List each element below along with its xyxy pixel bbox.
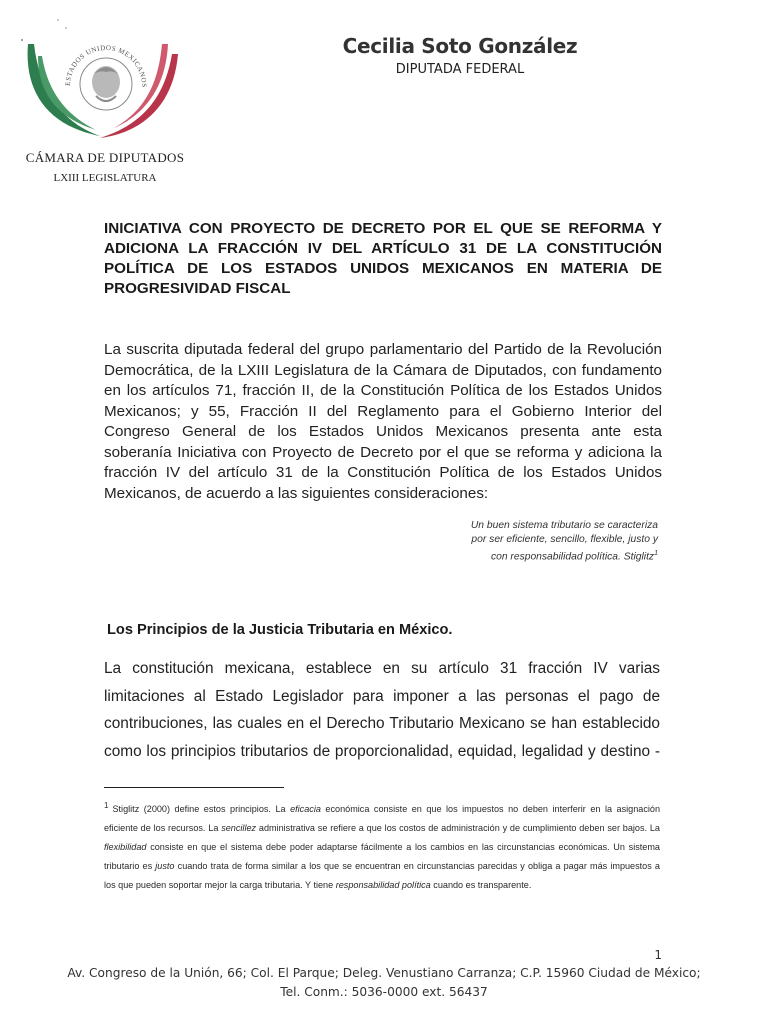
address-line: Av. Congreso de la Unión, 66; Col. El Parque; Deleg. Venustiano Carranza; C.P. 15960 Ciudad de México;: [67, 966, 701, 980]
epigraph-line: [420, 547, 658, 564]
document-title: INICIATIVA CON PROYECTO DE DECRETO POR EL QUE SE REFORMA Y ADICIONA LA FRACCIÓN IV DEL ARTÍCULO 31 DE LA CONSTITUCIÓN POLÍTICA DE LOS ESTADOS UNIDOS MEXICANOS EN MATERIA DE PROGRESIVIDAD FISCAL: [104, 220, 662, 297]
section-heading: Los Principios de la Justicia Tributaria en México.: [107, 622, 453, 638]
chamber-seal-logo: [18, 14, 178, 154]
seal-text: ESTADOS UNIDOS MEXICANOS: [63, 43, 149, 88]
footnote-emphasis: eficacia: [290, 804, 321, 815]
intro-paragraph: La suscrita diputada federal del grupo parlamentario del Partido de la Revolución Democrática, de la LXIII Legislatura de la Cámara de Diputados, con fundamento en los artículos 71, fracción II, de la Constitución Política de los Estados Unidos Mexicanos; y 55, Fracción II del Reglamento para el Gobierno Interior del Congreso General de los Estados Unidos Mexicanos presenta ante esta soberanía Iniciativa con Proyecto de Decreto por el que se reforma y adiciona la fracción IV del artículo 31 de la Constitución Política de los Estados Unidos Mexicanos, de acuerdo a las siguientes consideraciones:: [104, 341, 662, 502]
footnote-emphasis: flexibilidad: [104, 842, 147, 853]
footnote-divider: [104, 787, 284, 788]
footnote-reference[interactable]: 1: [654, 550, 658, 557]
author-block: [340, 34, 580, 77]
footnote-emphasis: responsabilidad política: [335, 880, 431, 891]
chamber-name: CÁMARA DE DIPUTADOS: [25, 150, 185, 165]
epigraph-quote: [420, 519, 658, 564]
footnote-text: cuando trata de forma similar a los que se encuentran en circunstancias parecidas y obliga a pagar más impuestos a los que pueden soportar mejor la carga tributaria. Y tiene: [104, 861, 660, 891]
footnote-text: consiste en que el sistema debe poder adaptarse fácilmente a los cambios en las circunstancias económicas. Un sistema tributario es: [104, 842, 660, 872]
author-role: DIPUTADA FEDERAL: [395, 62, 525, 77]
footnote-text: Stiglitz (2000) define estos principios. La: [112, 804, 291, 815]
footnote: [104, 796, 660, 895]
footnote-text: económica consiste en que los impuestos no deben interferir en la asignación eficiente de los recursos. La: [104, 804, 660, 834]
epigraph-line: Un buen sistema tributario se caracteriza: [470, 520, 658, 531]
section-paragraph: La constitución mexicana, establece en su artículo 31 fracción IV varias limitaciones al Estado Legislador para imponer a las personas el pago de contribuciones, las cuales en el Derecho Tributario Mexicano se han establecido como los principios tributarios de proporcionalidad, equidad, legalidad y destino -: [104, 660, 660, 760]
address-line: Tel. Conm.: 5036-0000 ext. 56437: [280, 985, 488, 999]
author-name: Cecilia Soto González: [342, 34, 578, 58]
footnote-emphasis: sencillez: [221, 823, 257, 834]
footer-address: [40, 964, 728, 1002]
chamber-block: [20, 150, 190, 184]
page-number: 1: [654, 948, 662, 962]
footnote-emphasis: justo: [155, 861, 175, 872]
epigraph-line-text: con responsabilidad política. Stiglitz: [490, 551, 655, 563]
footnote-text: administrativa se refiere a que los costos de administración y de cumplimiento deben ser bajos. La: [256, 823, 660, 834]
footnote-text: cuando es transparente.: [430, 880, 532, 891]
legislature-label: LXIII LEGISLATURA: [53, 172, 157, 184]
epigraph-line: por ser eficiente, sencillo, flexible, justo y: [471, 534, 658, 545]
footnote-number: 1: [104, 801, 109, 810]
